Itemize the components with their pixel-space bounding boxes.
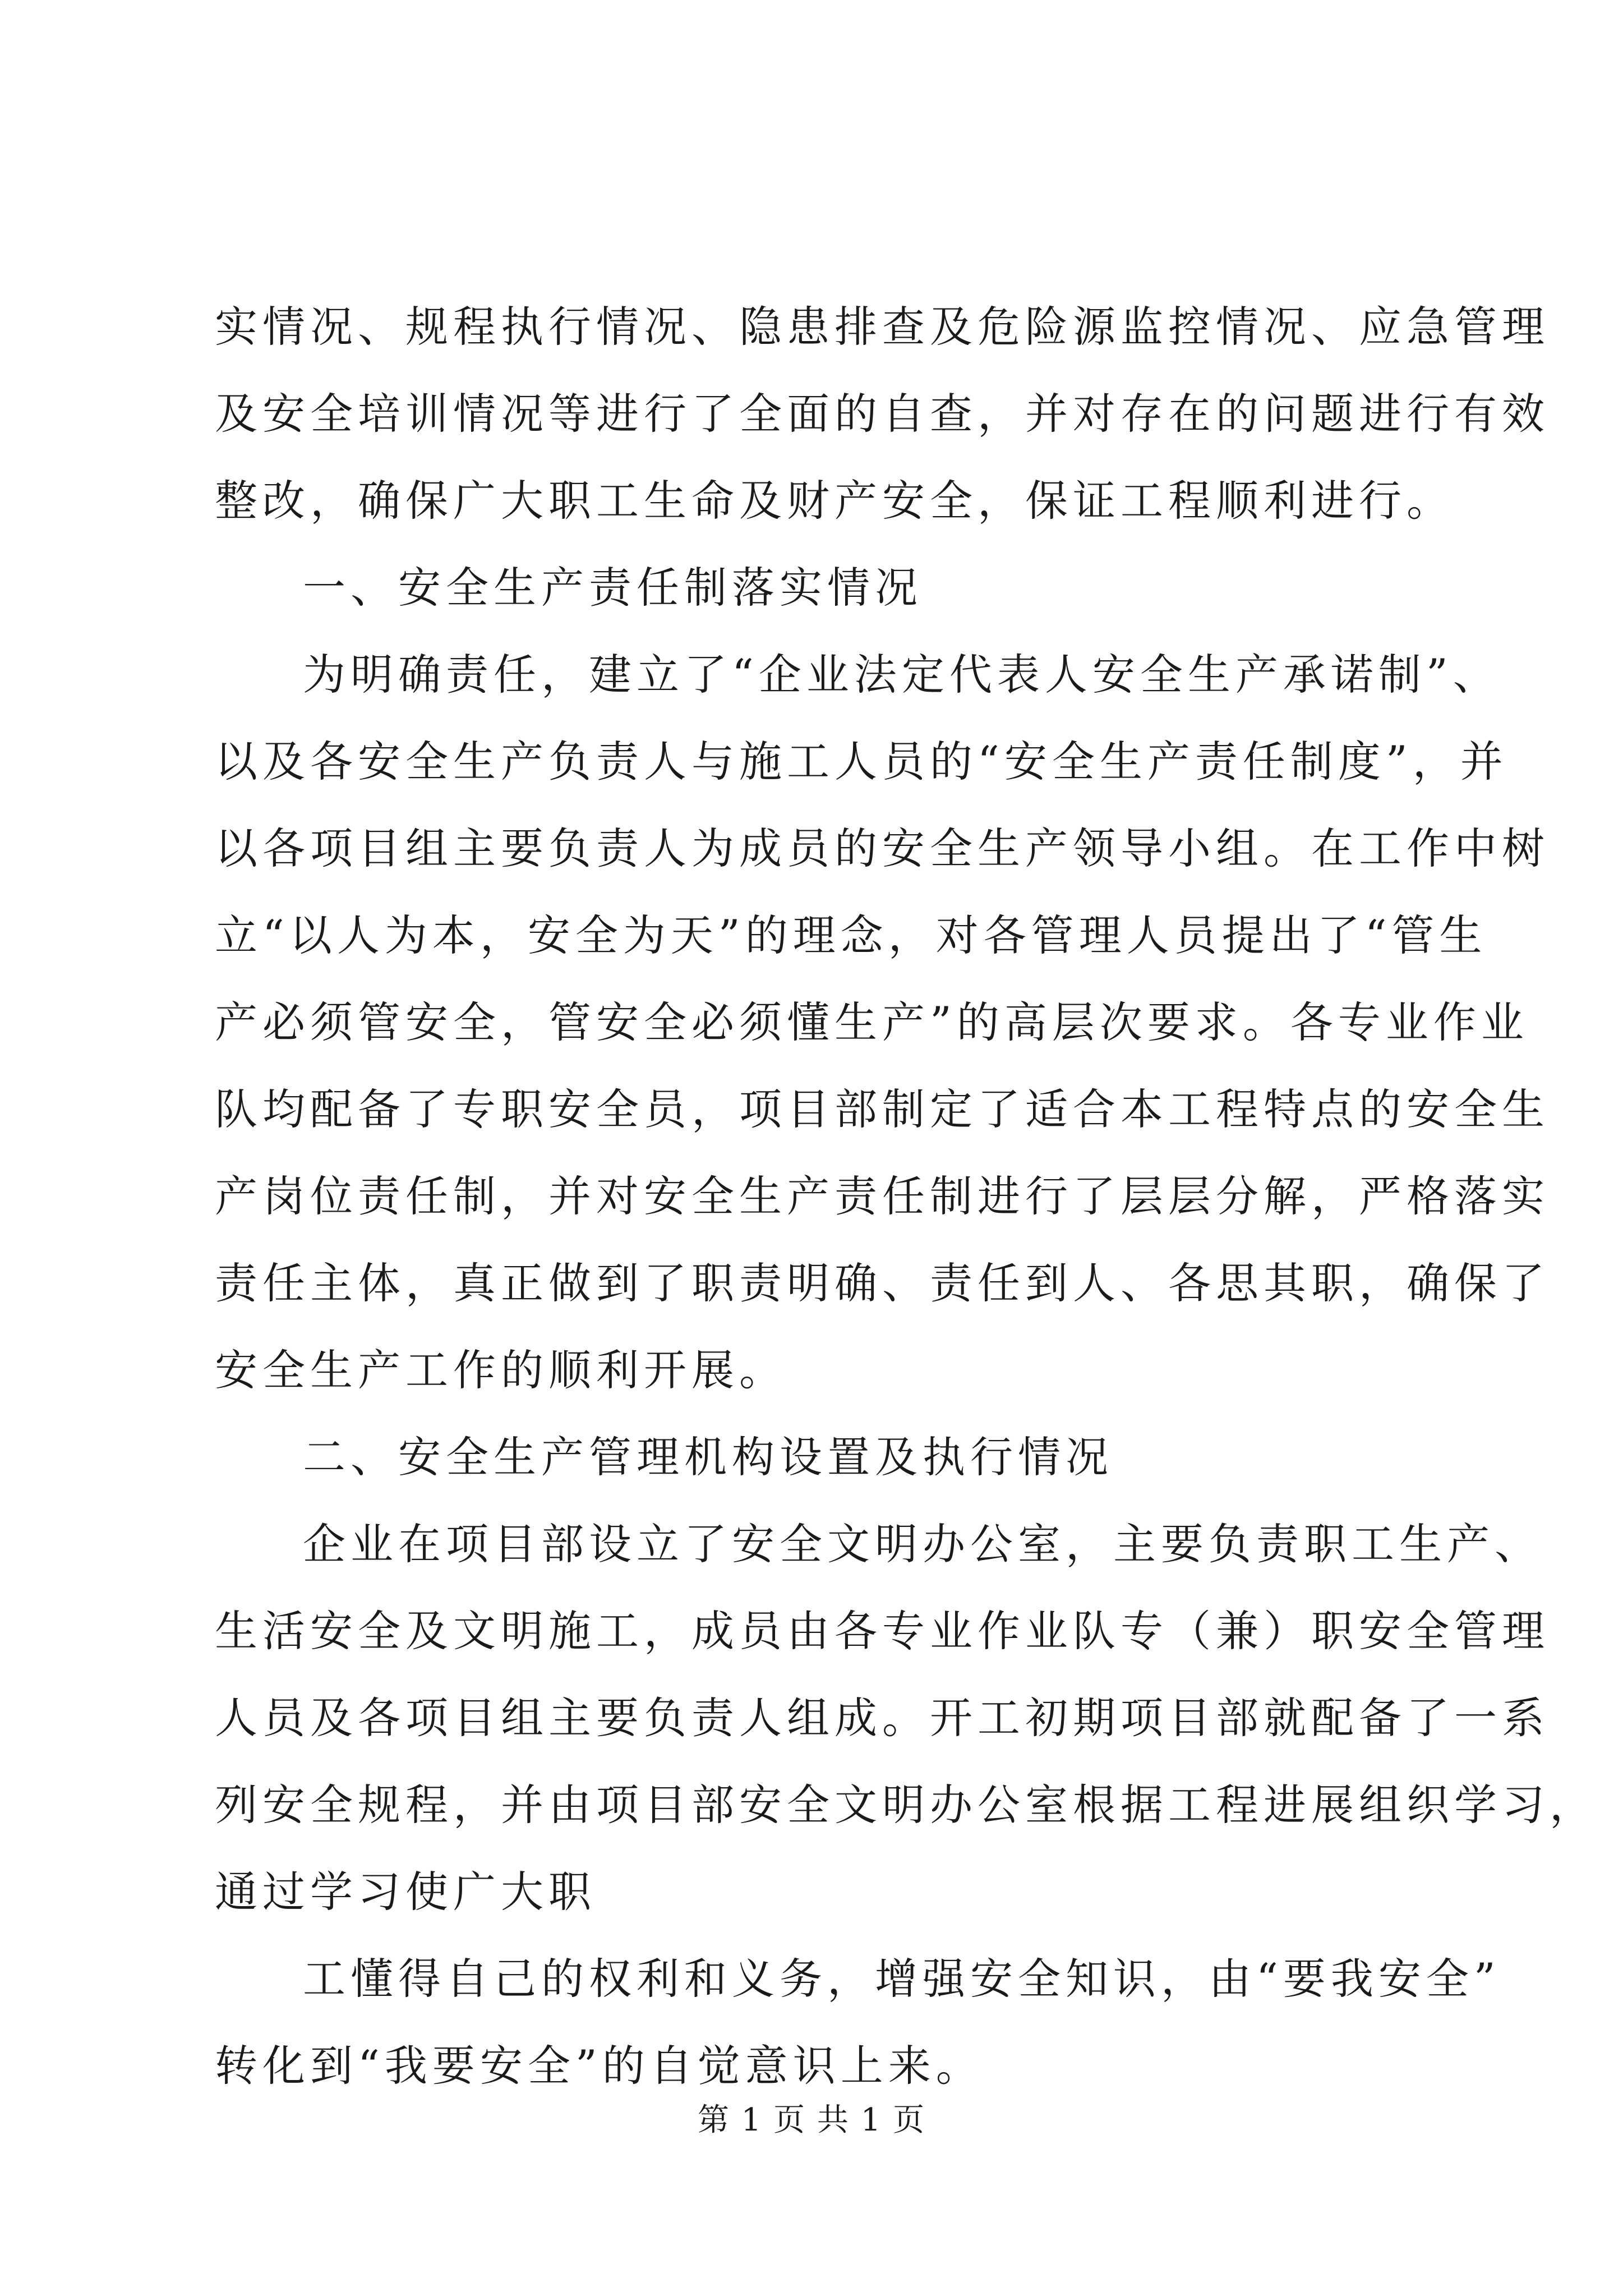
paragraph-2-line-1: 为明确责任，建立了“企业法定代表人安全生产承诺制”、 <box>303 650 1501 700</box>
paragraph-2-line-8: 责任主体，真正做到了职责明确、责任到人、各思其职，确保了 <box>215 1258 1550 1308</box>
paragraph-2-line-5: 产必须管安全，管安全必须懂生产”的高层次要求。各专业作业 <box>215 997 1529 1047</box>
paragraph-2-line-6: 队均配备了专职安全员，项目部制定了适合本工程特点的安全生 <box>215 1084 1550 1134</box>
paragraph-4-line-1: 工懂得自己的权利和义务，增强安全知识，由“要我安全” <box>303 1954 1501 2004</box>
paragraph-1-line-1: 实情况、规程执行情况、隐患排查及危险源监控情况、应急管理 <box>215 302 1550 352</box>
paragraph-2-line-7: 产岗位责任制，并对安全生产责任制进行了层层分解，严格落实 <box>215 1171 1550 1221</box>
paragraph-3-line-4: 列安全规程，并由项目部安全文明办公室根据工程进展组织学习， <box>215 1780 1597 1830</box>
paragraph-1-line-2: 及安全培训情况等进行了全面的自查，并对存在的问题进行有效 <box>215 389 1550 439</box>
paragraph-3-line-5: 通过学习使广大职 <box>215 1867 596 1917</box>
section-heading-1: 一、安全生产责任制落实情况 <box>303 563 923 613</box>
paragraph-3-line-1: 企业在项目部设立了安全文明办公室，主要负责职工生产、 <box>303 1519 1542 1569</box>
paragraph-2-line-4: 立“以人为本，安全为天”的理念，对各管理人员提出了“管生 <box>215 910 1487 960</box>
paragraph-2-line-9: 安全生产工作的顺利开展。 <box>215 1345 787 1395</box>
section-heading-2: 二、安全生产管理机构设置及执行情况 <box>303 1432 1113 1482</box>
paragraph-1-line-3: 整改，确保广大职工生命及财产安全，保证工程顺利进行。 <box>215 476 1454 526</box>
paragraph-2-line-2: 以及各安全生产负责人与施工人员的“安全生产责任制度”，并 <box>215 737 1508 786</box>
paragraph-3-line-3: 人员及各项目组主要负责人组成。开工初期项目部就配备了一系 <box>215 1693 1550 1743</box>
paragraph-4-line-2: 转化到“我要安全”的自觉意识上来。 <box>215 2041 984 2091</box>
paragraph-2-line-3: 以各项目组主要负责人为成员的安全生产领导小组。在工作中树 <box>215 823 1550 873</box>
page-footer: 第 1 页 共 1 页 <box>697 2102 926 2138</box>
paragraph-3-line-2: 生活安全及文明施工，成员由各专业作业队专（兼）职安全管理 <box>215 1606 1550 1656</box>
